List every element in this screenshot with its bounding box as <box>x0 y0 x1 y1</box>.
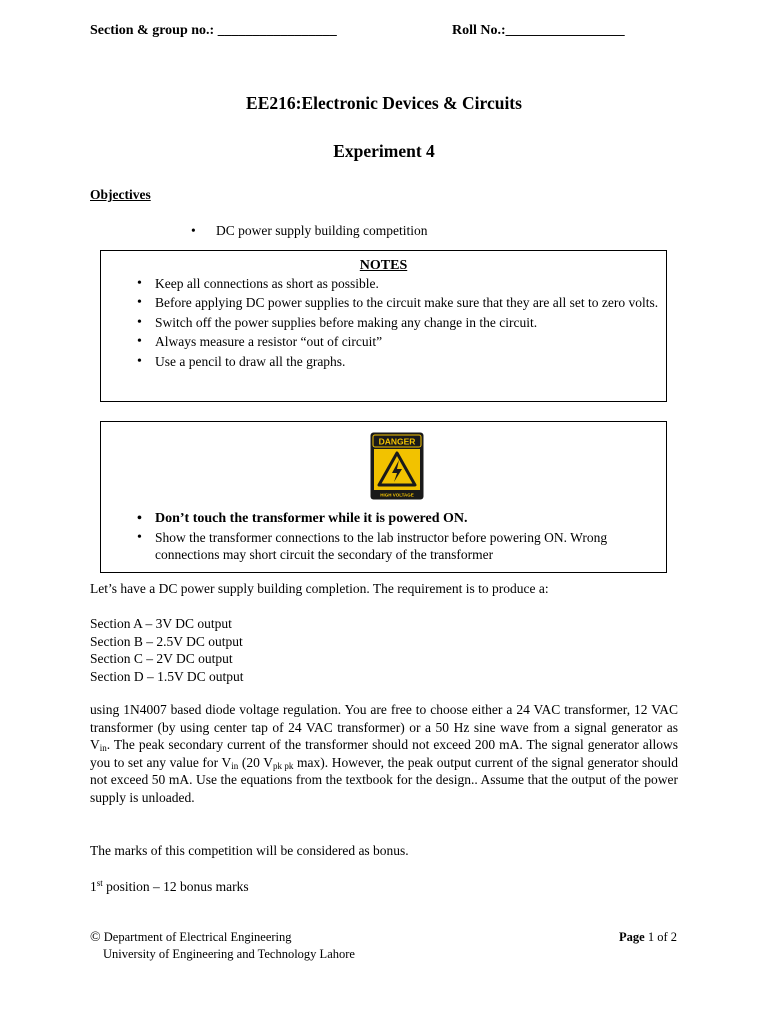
danger-box <box>100 421 667 573</box>
danger-sign-label: DANGER <box>378 436 416 447</box>
danger-high-voltage-icon <box>370 432 424 500</box>
marks-text: The marks of this competition will be considered as bonus. <box>90 843 409 858</box>
note-item: • Keep all connections as short as possible. <box>131 275 660 293</box>
note-item: • Switch off the power supplies before making any change in the circuit. <box>131 314 660 332</box>
university-name: University of Engineering and Technology Lahore <box>103 947 355 961</box>
footer-left <box>90 929 355 962</box>
intro-text: Let’s have a DC power supply building completion. The requirement is to produce a: <box>90 581 549 596</box>
note-item: • Always measure a resistor “out of circuit” <box>131 333 660 351</box>
copyright-icon: © <box>90 930 101 945</box>
danger-sign-sublabel: HIGH VOLTAGE <box>380 492 414 498</box>
section-item: Section D – 1.5V DC output <box>90 668 244 684</box>
notes-box <box>100 250 667 402</box>
section-item: Section C – 2V DC output <box>90 651 233 666</box>
danger-item: • Show the transformer connections to the lab instructor before powering ON. Wrong connections may short circuit the secondary of the transformer <box>131 529 660 564</box>
section-item: Section A – 3V DC output <box>90 616 232 631</box>
department-name: Department of Electrical Engineering <box>103 930 292 944</box>
objectives-item: • DC power supply building competition <box>191 223 428 238</box>
experiment-title: Experiment 4 <box>333 141 435 161</box>
objectives-heading: Objectives <box>90 187 151 202</box>
note-item: • Before applying DC power supplies to the circuit make sure that they are all set to zero volts. <box>131 294 660 312</box>
section-item: Section B – 2.5V DC output <box>90 633 243 649</box>
section-group-field: Section & group no.: _________________ <box>90 23 337 38</box>
bullet-icon: • <box>191 223 196 238</box>
roll-no-field: Roll No.:_________________ <box>452 23 625 38</box>
position-line: 1st position – 12 bonus marks <box>90 878 249 894</box>
section-list <box>90 615 244 685</box>
course-title: EE216:Electronic Devices & Circuits <box>246 93 522 113</box>
notes-heading: NOTES <box>359 258 408 273</box>
design-paragraph: using 1N4007 based diode voltage regulation. You are free to choose either a 24 VAC transformer, 12 VAC transformer (by using center tap of 24 VAC transformer) or a 50 Hz sine wave from a signal generator as $V_{in}$. The peak secondary current of the transformer should not exceed 200 mA. The signal generator allows you to set any value for $V_{in}$ (20 $V_{pk pk}$ max). However, the peak output current of the signal generator should not exceed 50 mA. Use the equations from the textbook for the design.. Assume that the output of the power supply is unloaded. <box>90 702 678 805</box>
page-indicator: Page 1 of 2 <box>619 930 677 944</box>
note-item: • Use a pencil to draw all the graphs. <box>131 353 660 371</box>
danger-item: • Don’t touch the transformer while it is powered ON. <box>131 510 660 528</box>
danger-list <box>131 510 660 564</box>
notes-list <box>131 275 660 371</box>
